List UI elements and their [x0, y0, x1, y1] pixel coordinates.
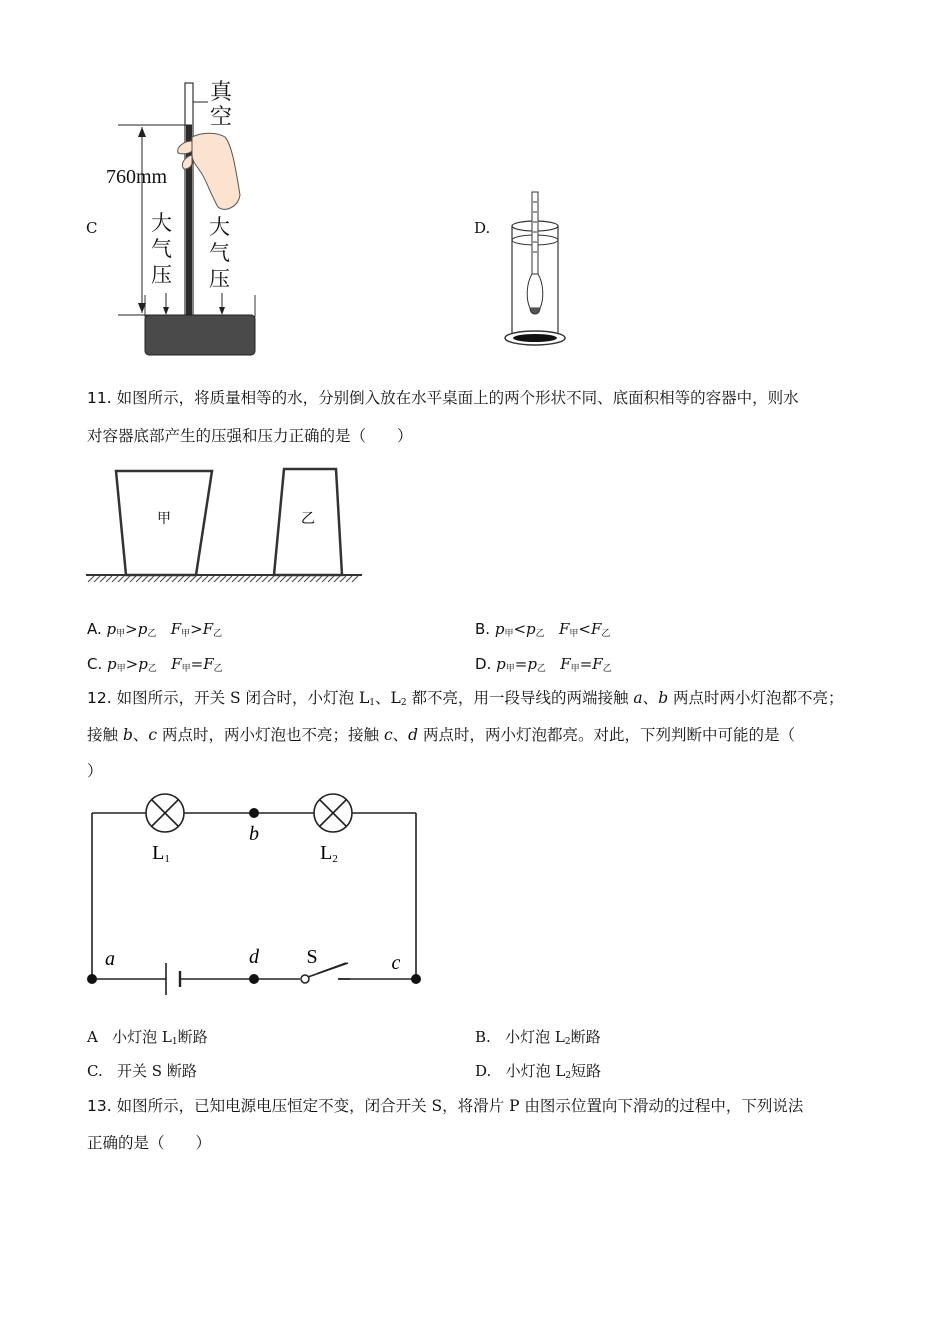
- q12-text: . 如图所示，开关 S 闭合时，小灯泡 L: [106, 689, 370, 707]
- sub-yi: 乙: [535, 629, 545, 639]
- sym-p: p: [496, 655, 506, 673]
- atm-label-left: 大气压: [151, 211, 172, 287]
- q11-line1: [87, 388, 799, 408]
- point-c-label: c: [391, 952, 401, 974]
- q11-option-c: [87, 654, 223, 679]
- q12-text: 两点时，两小灯泡都亮。对此，下列判断中可能的是（: [418, 726, 796, 744]
- q11-option-d-label: D.: [475, 655, 492, 673]
- q11-number: 11: [87, 389, 107, 407]
- sub-jia: 甲: [181, 664, 191, 674]
- point-a: a: [633, 689, 643, 707]
- q12-option-b-label: B.: [475, 1028, 491, 1046]
- q12-option-text: 开关 S 断路: [117, 1062, 197, 1080]
- container-jia-label: 甲: [157, 512, 171, 527]
- p-relation: =: [514, 655, 528, 673]
- vacuum-label: 真空: [210, 80, 233, 130]
- sym-f: F: [202, 620, 214, 638]
- q12-option-text: 断路: [570, 1028, 601, 1046]
- sub-yi: 乙: [147, 664, 157, 674]
- container-yi-label: 乙: [301, 512, 315, 527]
- sym-p: p: [138, 655, 148, 673]
- q12-option-d-label: D.: [475, 1062, 492, 1080]
- sub-jia: 甲: [570, 664, 580, 674]
- p-relation: <: [513, 620, 527, 638]
- sym-f: F: [591, 620, 602, 638]
- q12-number: 12: [87, 689, 107, 707]
- q12-option-text: 短路: [571, 1062, 602, 1080]
- q11-option-a: [87, 619, 222, 644]
- q11-option-d: [475, 654, 612, 679]
- q11-option-b: [475, 619, 610, 644]
- f-relation: <: [578, 620, 591, 638]
- q13-text-1: . 如图所示，已知电源电压恒定不变，闭合开关 S，将滑片 P 由图示位置向下滑动的过程中，下列说法: [106, 1097, 804, 1115]
- sub-yi: 乙: [601, 629, 611, 639]
- sub-jia: 甲: [116, 629, 126, 639]
- q12-option-a-label: A: [87, 1028, 98, 1046]
- point-c: c: [383, 726, 393, 744]
- q12-option-c-label: C.: [87, 1062, 103, 1080]
- height-label: 760mm: [106, 166, 168, 188]
- f-relation: =: [579, 655, 593, 673]
- f-relation: >: [190, 620, 203, 638]
- point-d-label: d: [249, 946, 259, 968]
- q13-line1: [87, 1096, 803, 1116]
- q12-line2: [87, 725, 795, 745]
- q12-option-text: 小灯泡 L: [505, 1062, 566, 1080]
- sym-f: F: [170, 620, 182, 638]
- q12-text: 两点时，两小灯泡也不亮；接触: [157, 726, 384, 744]
- hydrometer-figure: [500, 188, 570, 353]
- sub-1: 1: [369, 698, 376, 708]
- sub-jia: 甲: [116, 664, 126, 674]
- sub-yi: 乙: [213, 629, 223, 639]
- point-b-label: b: [249, 823, 259, 845]
- q12-text: 、: [392, 726, 409, 744]
- option-c-label: C: [86, 219, 98, 237]
- q11-line2: 对容器底部产生的压强和压力正确的是（ ）: [87, 427, 413, 445]
- sym-p: p: [494, 620, 505, 638]
- sym-p: p: [107, 655, 117, 673]
- sub-jia: 甲: [505, 664, 515, 674]
- p-relation: >: [125, 620, 138, 638]
- sym-p: p: [527, 655, 537, 673]
- l1-label: L1: [152, 842, 170, 865]
- sub-2: 2: [565, 1071, 572, 1081]
- q12-option-text: 小灯泡 L: [505, 1028, 565, 1046]
- sym-f: F: [592, 655, 603, 673]
- q12-text: 接触: [87, 726, 123, 744]
- q12-text: 、: [132, 726, 149, 744]
- containers-figure: [86, 465, 366, 585]
- point-b: b: [658, 689, 669, 707]
- sub-jia: 甲: [181, 629, 191, 639]
- sub-yi: 乙: [602, 664, 612, 674]
- sub-jia: 甲: [569, 629, 579, 639]
- q12-option-b: [475, 1027, 601, 1052]
- sym-f: F: [558, 620, 570, 638]
- q12-text: 、: [642, 689, 659, 707]
- sym-f: F: [560, 655, 571, 673]
- q13-line2: 正确的是（ ）: [87, 1134, 212, 1152]
- switch-s-label: S: [306, 946, 318, 968]
- sub-jia: 甲: [504, 629, 514, 639]
- sub-yi: 乙: [213, 664, 223, 674]
- sub-yi: 乙: [536, 664, 546, 674]
- point-d: d: [408, 726, 419, 744]
- q13-number: 13: [87, 1097, 107, 1115]
- sym-f: F: [203, 655, 214, 673]
- q12-option-text: 小灯泡 L: [112, 1028, 172, 1046]
- q12-option-a: [87, 1027, 208, 1052]
- q12-line3: ）: [87, 762, 103, 780]
- sym-p: p: [106, 620, 117, 638]
- sym-p: p: [526, 620, 536, 638]
- point-c: c: [148, 726, 158, 744]
- l2-label: L2: [320, 842, 338, 865]
- f-relation: =: [190, 655, 204, 673]
- q12-option-c: [87, 1061, 197, 1081]
- barometer-figure: [100, 75, 270, 360]
- option-d-label: D.: [474, 219, 491, 237]
- sub-1: 1: [171, 1037, 178, 1047]
- q12-line1: [87, 688, 844, 713]
- q11-option-b-label: B.: [475, 620, 491, 638]
- q12-option-d: [475, 1061, 601, 1086]
- p-relation: >: [125, 655, 139, 673]
- atm-label-right: 大气压: [209, 215, 230, 291]
- q12-option-text: 断路: [177, 1028, 208, 1046]
- q11-option-a-label: A.: [87, 620, 102, 638]
- sub-2: 2: [564, 1037, 571, 1047]
- sub-2: 2: [400, 698, 407, 708]
- circuit-diagram: [80, 785, 430, 1000]
- q11-text-1: . 如图所示，将质量相等的水，分别倒入放在水平桌面上的两个形状不同、底面积相等的容器中，则水: [106, 389, 799, 407]
- sym-p: p: [137, 620, 148, 638]
- point-a-label: a: [105, 948, 115, 970]
- point-b: b: [122, 726, 133, 744]
- sub-yi: 乙: [147, 629, 157, 639]
- q12-text: 、L: [375, 689, 401, 707]
- q12-text: 两点时两小灯泡都不亮；: [668, 689, 844, 707]
- q11-option-c-label: C.: [87, 655, 103, 673]
- q12-text: 都不亮，用一段导线的两端接触: [406, 689, 634, 707]
- sym-f: F: [171, 655, 182, 673]
